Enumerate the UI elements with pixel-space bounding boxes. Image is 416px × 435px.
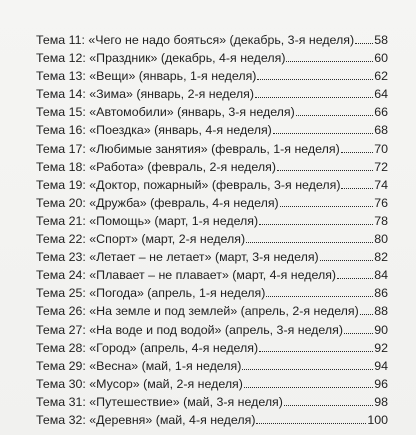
dot-leader xyxy=(286,61,373,62)
toc-entry xyxy=(36,31,388,49)
dot-leader xyxy=(259,224,373,225)
toc-entry xyxy=(36,393,388,411)
toc-entry xyxy=(36,121,388,139)
table-of-contents xyxy=(36,31,388,429)
toc-entry-title: Тема 12: «Праздник» (декабрь, 4-я неделя) xyxy=(36,51,286,66)
toc-entry-title: Тема 27: «На воде и под водой» (апрель, 3-я неделя) xyxy=(36,322,343,337)
toc-entry-page: 74 xyxy=(374,177,388,192)
toc-entry xyxy=(36,158,388,176)
toc-entry-page: 64 xyxy=(374,87,388,102)
toc-entry-title: Тема 16: «Поездка» (январь, 4-я неделя) xyxy=(36,123,272,138)
dot-leader xyxy=(360,314,373,315)
dot-leader xyxy=(266,296,373,297)
toc-entry-page: 82 xyxy=(374,250,388,265)
dot-leader xyxy=(277,170,373,171)
toc-entry-title: Тема 29: «Весна» (май, 1-я неделя) xyxy=(36,358,242,373)
toc-entry-title: Тема 13: «Вещи» (январь, 1-я неделя) xyxy=(36,69,257,84)
dot-leader xyxy=(273,133,373,134)
dot-leader xyxy=(242,369,373,370)
dot-leader xyxy=(284,405,373,406)
dot-leader xyxy=(341,188,373,189)
toc-entry-title: Тема 23: «Летает – не летает» (март, 3-я неделя) xyxy=(36,250,319,265)
toc-entry xyxy=(36,302,388,320)
toc-entry xyxy=(36,49,388,67)
toc-entry-title: Тема 25: «Погода» (апрель, 1-я неделя) xyxy=(36,286,266,301)
toc-entry xyxy=(36,212,388,230)
toc-entry-page: 70 xyxy=(374,141,388,156)
toc-entry-title: Тема 18: «Работа» (февраль, 2-я неделя) xyxy=(36,159,276,174)
dot-leader xyxy=(257,79,373,80)
toc-entry-title: Тема 28: «Город» (апрель, 4-я неделя) xyxy=(36,340,259,355)
toc-entry xyxy=(36,248,388,266)
toc-entry xyxy=(36,194,388,212)
toc-entry-page: 80 xyxy=(374,232,388,247)
toc-entry-page: 58 xyxy=(374,33,388,47)
toc-entry-title: Тема 19: «Доктор, пожарный» (февраль, 3-я неделя) xyxy=(36,177,341,192)
toc-entry-page: 78 xyxy=(374,213,388,228)
toc-entry-page: 92 xyxy=(374,340,388,355)
toc-entry-page: 76 xyxy=(374,195,388,210)
dot-leader xyxy=(355,43,373,44)
toc-entry-page: 68 xyxy=(374,123,388,138)
dot-leader xyxy=(337,278,373,279)
toc-entry-title: Тема 30: «Мусор» (май, 2-я неделя) xyxy=(36,376,243,391)
toc-entry xyxy=(36,85,388,103)
toc-entry-title: Тема 31: «Путешествие» (май, 3-я неделя) xyxy=(36,394,283,409)
toc-entry xyxy=(36,140,388,158)
toc-entry-title: Тема 24: «Плавает – не плавает» (март, 4-я неделя) xyxy=(36,268,337,283)
toc-entry-title: Тема 22: «Спорт» (март, 2-я неделя) xyxy=(36,232,246,247)
toc-entry-title: Тема 11: «Чего не надо бояться» (декабрь, 3-я неделя) xyxy=(36,33,355,47)
toc-entry-page: 84 xyxy=(374,268,388,283)
toc-entry xyxy=(36,284,388,302)
toc-entry-page: 94 xyxy=(374,358,388,373)
toc-entry-title: Тема 17: «Любимые занятия» (февраль, 1-я неделя) xyxy=(36,141,340,156)
toc-entry xyxy=(36,176,388,194)
toc-entry-page: 66 xyxy=(374,105,388,120)
toc-entry xyxy=(36,103,388,121)
toc-entry xyxy=(36,266,388,284)
toc-entry xyxy=(36,230,388,248)
toc-entry-title: Тема 20: «Дружба» (февраль, 4-я неделя) xyxy=(36,195,279,210)
dot-leader xyxy=(255,97,373,98)
dot-leader xyxy=(259,351,373,352)
toc-entry-title: Тема 21: «Помощь» (март, 1-я неделя) xyxy=(36,213,259,228)
toc-entry-page: 72 xyxy=(374,159,388,174)
toc-entry-page: 100 xyxy=(367,412,388,427)
dot-leader xyxy=(296,115,373,116)
toc-entry xyxy=(36,375,388,393)
toc-entry-page: 96 xyxy=(374,376,388,391)
toc-entry-page: 98 xyxy=(374,394,388,409)
toc-entry xyxy=(36,411,388,429)
dot-leader xyxy=(320,260,374,261)
toc-entry-page: 60 xyxy=(374,51,388,66)
toc-entry xyxy=(36,339,388,357)
dot-leader xyxy=(246,242,373,243)
toc-entry-title: Тема 14: «Зима» (январь, 2-я неделя) xyxy=(36,87,254,102)
toc-entry xyxy=(36,357,388,375)
dot-leader xyxy=(344,333,373,334)
toc-entry-page: 62 xyxy=(374,69,388,84)
toc-entry-title: Тема 32: «Деревня» (май, 4-я неделя) xyxy=(36,412,256,427)
dot-leader xyxy=(341,152,374,153)
dot-leader xyxy=(280,206,374,207)
toc-entry xyxy=(36,67,388,85)
dot-leader xyxy=(256,423,366,424)
toc-entry-page: 86 xyxy=(374,286,388,301)
toc-entry-title: Тема 15: «Автомобили» (январь, 3-я неделя) xyxy=(36,105,295,120)
toc-entry-title: Тема 26: «На земле и под землей» (апрель, 2-я неделя) xyxy=(36,304,359,319)
dot-leader xyxy=(244,387,373,388)
toc-entry-page: 88 xyxy=(374,304,388,319)
toc-entry-page: 90 xyxy=(374,322,388,337)
toc-entry xyxy=(36,321,388,339)
